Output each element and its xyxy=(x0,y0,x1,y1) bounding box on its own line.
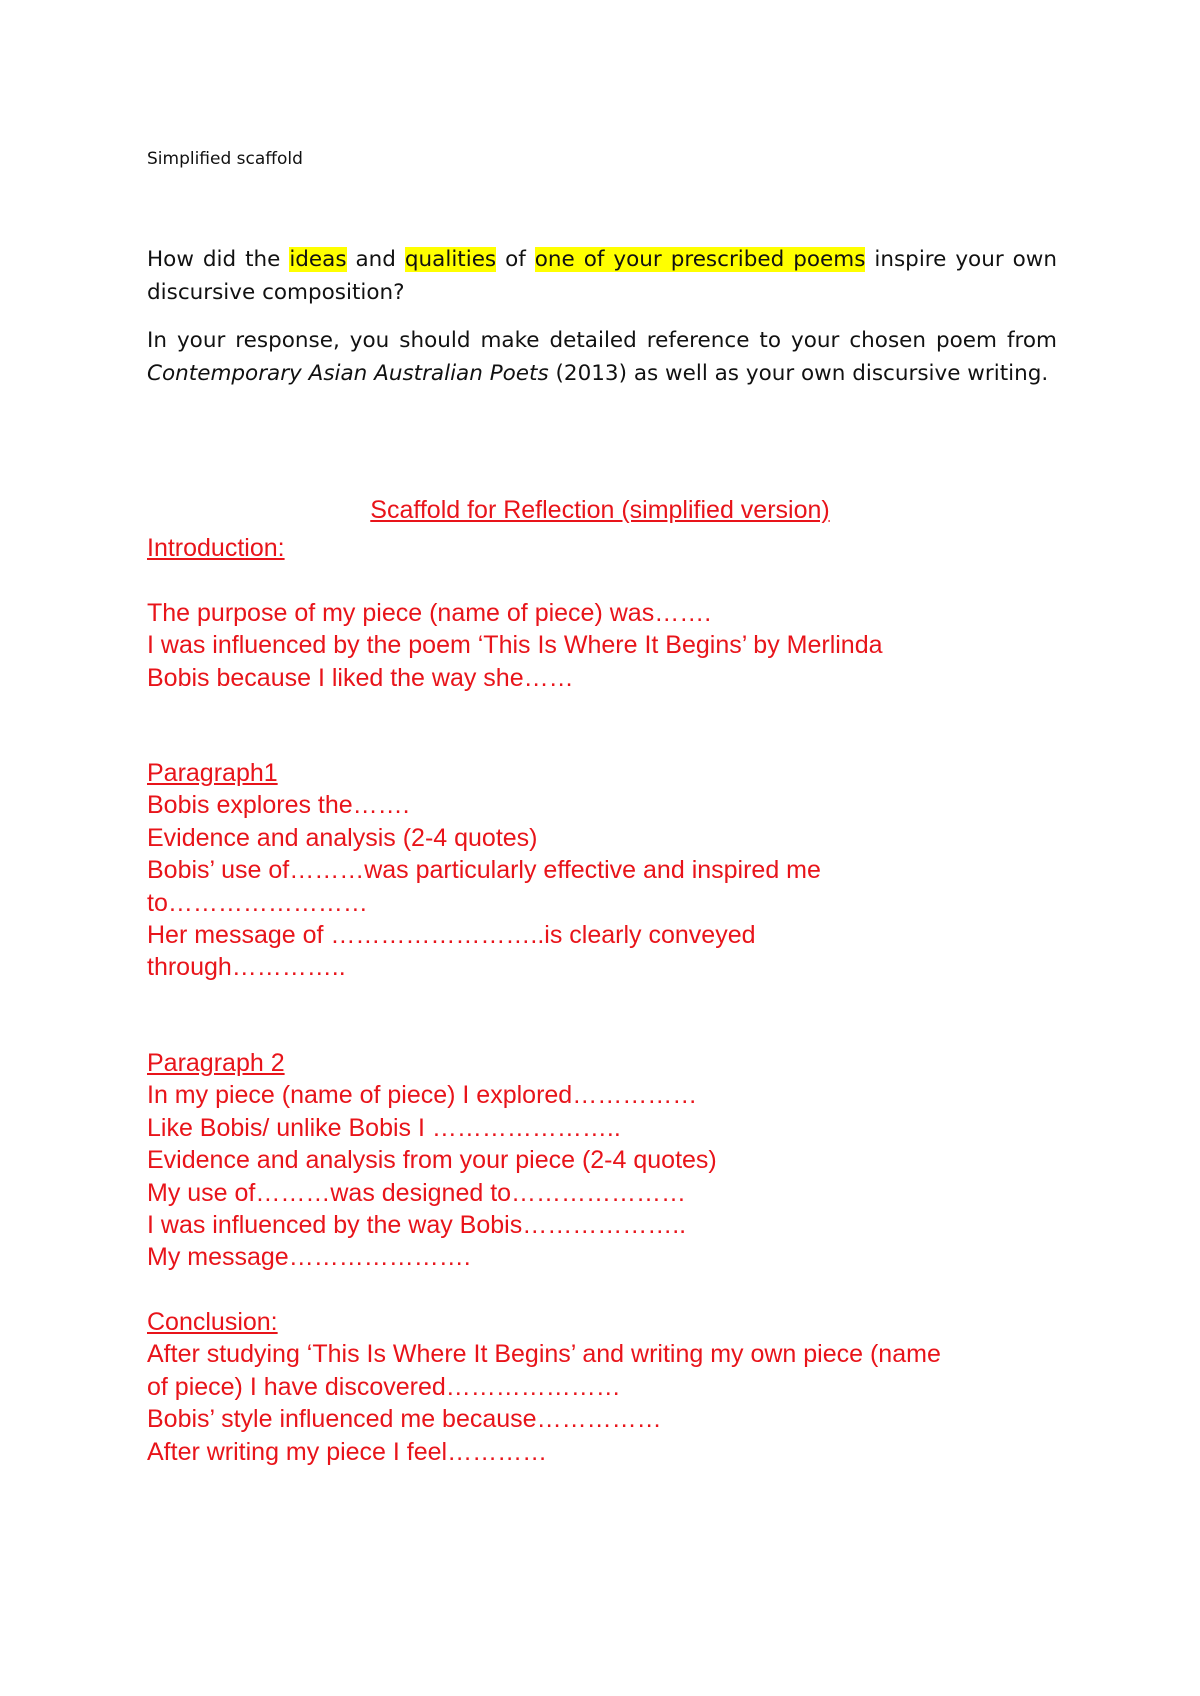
scaffold-line: through………….. xyxy=(147,953,346,982)
section-heading: Introduction: xyxy=(147,534,285,562)
highlight-ideas: ideas xyxy=(289,247,347,272)
question-text: and xyxy=(346,247,405,272)
question-text: inspire your own discursive composition? xyxy=(147,247,1057,305)
response-instructions xyxy=(147,324,1057,390)
scaffold-line: Bobis because I liked the way she…… xyxy=(147,663,574,692)
highlight-qualities: qualities xyxy=(404,247,497,272)
instruction-text: (2013) as well as your own discursive writing. xyxy=(548,361,1049,386)
scaffold-line: Evidence and analysis (2-4 quotes) xyxy=(147,823,538,852)
scaffold-line: Her message of ……………………..is clearly conveyed xyxy=(147,921,756,950)
highlight-prescribed-poems: one of your prescribed poems xyxy=(534,247,866,272)
section-heading: Paragraph1 xyxy=(147,759,278,787)
instruction-text: In your response, you should make detailed reference to your chosen poem from xyxy=(147,328,1057,353)
scaffold-line: The purpose of my piece (name of piece) was……. xyxy=(147,598,712,627)
scaffold-line: Like Bobis/ unlike Bobis I ………………….. xyxy=(147,1113,621,1142)
question-text: of xyxy=(496,247,535,272)
question-text: How did the xyxy=(147,247,290,272)
paragraph2-section xyxy=(147,1047,1077,1274)
scaffold-line: My use of………was designed to………………… xyxy=(147,1178,687,1207)
scaffold-line: In my piece (name of piece) I explored…………… xyxy=(147,1081,698,1110)
scaffold-line: I was influenced by the poem ‘This Is Where It Begins’ by Merlinda xyxy=(147,631,883,660)
anthology-title: Contemporary Asian Australian Poets xyxy=(147,361,549,386)
scaffold-line: of piece) I have discovered………………… xyxy=(147,1372,621,1401)
conclusion-section xyxy=(147,1306,1077,1468)
scaffold-line: Evidence and analysis from your piece (2-4 quotes) xyxy=(147,1146,717,1175)
question-prompt xyxy=(147,243,1057,309)
scaffold-line: Bobis’ use of………was particularly effective and inspired me xyxy=(147,856,821,885)
scaffold-line: After studying ‘This Is Where It Begins’ and writing my own piece (name xyxy=(147,1340,941,1369)
scaffold-line: Bobis’ style influenced me because…………… xyxy=(147,1405,662,1434)
section-heading: Conclusion: xyxy=(147,1308,278,1336)
paragraph1-section xyxy=(147,757,1077,984)
scaffold-line: My message…………………. xyxy=(147,1243,471,1272)
scaffold-title: Scaffold for Reflection (simplified version) xyxy=(370,496,830,524)
section-heading: Paragraph 2 xyxy=(147,1049,285,1077)
introduction-section xyxy=(147,532,1077,694)
scaffold-line: I was influenced by the way Bobis……………….. xyxy=(147,1211,687,1240)
scaffold-line: Bobis explores the……. xyxy=(147,791,410,820)
scaffold-line: to…………………… xyxy=(147,888,368,917)
scaffold-line: After writing my piece I feel………… xyxy=(147,1437,548,1466)
document-label: Simplified scaffold xyxy=(147,149,303,169)
